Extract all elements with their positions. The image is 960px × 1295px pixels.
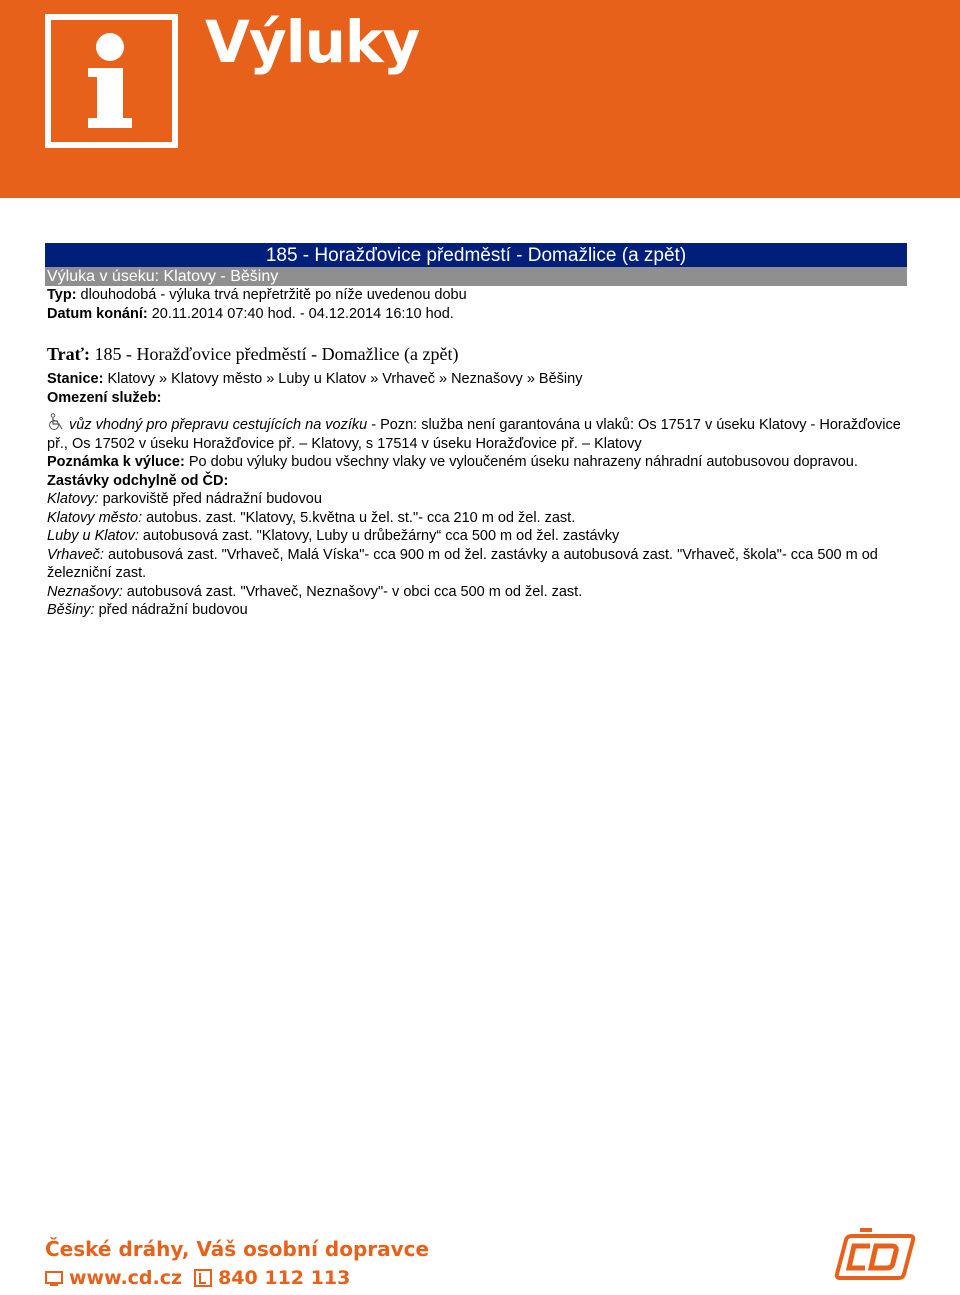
stop-name: Klatovy město: — [47, 509, 143, 526]
omezeni-italic: vůz vhodný pro přepravu cestujících na vozíku — [69, 417, 368, 433]
list-item — [47, 546, 907, 583]
list-item — [47, 527, 907, 546]
stop-name: Vrhaveč: — [47, 546, 104, 563]
cd-logo — [830, 1228, 916, 1286]
typ-label: Typ: — [47, 287, 77, 303]
wheelchair-icon — [47, 413, 67, 431]
list-item — [47, 601, 907, 620]
trat-value: 185 - Horažďovice předměstí - Domažlice (a zpět) — [90, 344, 459, 364]
datum-label: Datum konání: — [47, 305, 148, 322]
stop-text: parkoviště před nádražní budovou — [98, 491, 322, 507]
page-title: Výluky — [205, 8, 420, 76]
notice — [45, 243, 907, 620]
stop-text: autobusová zast. "Vrhaveč, Malá Víska"- cca 900 m od žel. zastávky a autobusová zast. "Vrhaveč, škola"- cca 500 m od železniční zast. — [47, 546, 878, 581]
stanice-value: Klatovy » Klatovy město » Luby u Klatov » Vrhaveč » Neznašovy » Běšiny — [103, 371, 583, 387]
list-item — [47, 583, 907, 602]
footer-phone[interactable]: 840 112 113 — [218, 1267, 351, 1289]
omezeni-label: Omezení služeb: — [47, 389, 162, 406]
datum-value: 20.11.2014 07:40 hod. - 04.12.2014 16:10 hod. — [147, 305, 454, 322]
stanice-row — [45, 370, 907, 389]
notice-section: Výluka v úseku: Klatovy - Běšiny — [45, 267, 907, 286]
poznamka-row — [45, 453, 907, 472]
notice-title: 185 - Horažďovice předměstí - Domažlice (a zpět) — [45, 243, 907, 267]
list-item — [47, 509, 907, 528]
stanice-label: Stanice: — [47, 371, 104, 387]
typ-value: dlouhodobá - výluka trvá nepřetržitě po níže uvedenou dobu — [76, 287, 467, 303]
stop-text: před nádražní budovou — [94, 602, 248, 618]
stop-name: Luby u Klatov: — [47, 528, 139, 544]
trat-row — [45, 343, 907, 365]
monitor-icon — [45, 1269, 63, 1287]
zastavky-label: Zastávky odchylně od ČD: — [47, 472, 229, 489]
list-item — [47, 490, 907, 509]
footer — [45, 1236, 429, 1291]
poznamka-value: Po dobu výluky budou všechny vlaky ve vyloučeném úseku nahrazeny náhradní autobusovou dopravou. — [184, 454, 858, 470]
stop-name: Neznašovy: — [47, 583, 123, 600]
zastavky-row — [45, 472, 907, 491]
omezeni-row — [45, 389, 907, 408]
stop-name: Běšiny: — [47, 602, 95, 618]
typ-row — [45, 286, 907, 305]
poznamka-label: Poznámka k výluce: — [47, 454, 185, 470]
footer-contact — [45, 1265, 429, 1291]
datum-row — [45, 305, 907, 324]
header-banner — [0, 0, 960, 198]
omezeni-detail — [45, 413, 907, 453]
stop-text: autobus. zast. "Klatovy, 5.května u žel. st."- cca 210 m od žel. zast. — [142, 509, 576, 526]
stop-text: autobusová zast. "Vrhaveč, Neznašovy"- v obci cca 500 m od žel. zast. — [122, 583, 583, 600]
info-icon — [51, 20, 172, 142]
info-logo — [45, 14, 178, 148]
omezeni-text: - Pozn: služba není garantována u vlaků: Os 17517 v úseku Klatovy - Horažďovice př., Os 17502 v úseku Horažďovice př. – Klatovy, s 17514 v úseku Horažďovice př. – Klatovy — [47, 417, 901, 452]
stops-list — [45, 490, 907, 620]
footer-web[interactable]: www.cd.cz — [69, 1267, 183, 1289]
phone-icon — [194, 1269, 212, 1287]
trat-label: Trať: — [47, 344, 91, 364]
footer-slogan: České dráhy, Váš osobní dopravce — [45, 1237, 430, 1261]
stop-name: Klatovy: — [47, 491, 99, 507]
stop-text: autobusová zast. "Klatovy, Luby u drůbežárny“ cca 500 m od žel. zastávky — [138, 528, 620, 544]
